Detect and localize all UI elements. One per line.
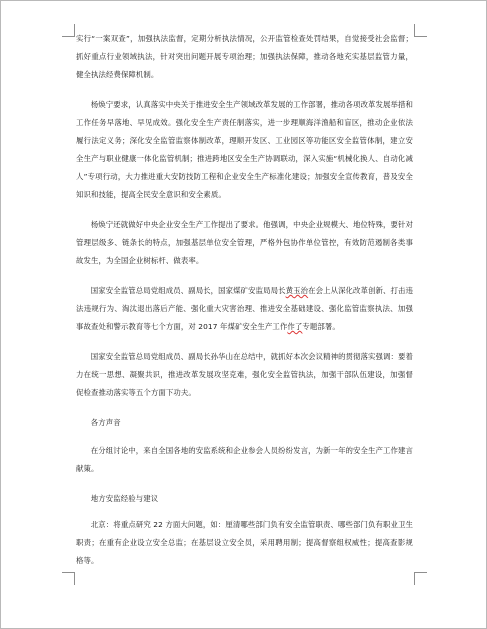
coal-mine-text: 国家安全监管总局党组成员、副局长，国家煤矿安监局局长黄玉治在会上从深化改革创新、打击违法违规行为、淘汰退出落后产能、强化重大灾害治理、推进安全基础建设、强化监管监察执法、加强事故查处和警示教育等七个方面，对 2017 年煤矿安全生产工作作了专题部署。 <box>76 286 413 331</box>
crop-mark-top-right <box>414 24 427 37</box>
paragraph-group-discussion: 在分组讨论中，来自全国各地的安监系统和企业参会人员纷纷发言，为新一年的安全生产工作建言献策。 <box>76 446 413 473</box>
section-heading-local-experience: 地方安监经验与建议 <box>90 494 159 503</box>
crop-mark-bottom-right <box>414 572 427 585</box>
proofing-underline: 作了 <box>287 322 303 331</box>
paragraph-summary: 国家安全监管总局党组成员、副局长孙华山在总结中，就抓好本次会议精神的贯彻落实强调：要着力在统一思想、凝聚共识，推进改革发展攻坚克难，强化安全监管执法，加强干部队伍建设，加强督促检查推动落实等五个方面下功夫。 <box>76 352 413 397</box>
crop-mark-bottom-left <box>62 572 75 585</box>
crop-mark-top-left <box>62 24 75 37</box>
document-body[interactable] <box>76 30 413 582</box>
paragraph-central-enterprises: 杨焕宁还就做好中央企业安全生产工作提出了要求。他强调，中央企业规模大、地位特殊，要针对管理层级多、链条长的特点，加强基层单位安全管理，严格外包协作单位管控，有效防范遏制各类事故发生，为全国企业树标杆、做表率。 <box>76 220 413 265</box>
proofing-underline: 黄玉治 <box>285 286 309 295</box>
section-heading-voices: 各方声音 <box>90 418 121 427</box>
paragraph-reform-requirements: 杨焕宁要求，认真落实中央关于推进安全生产领域改革发展的工作部署，推动各项改革发展举措和工作任务早落地、早见成效。强化安全生产责任制落实，进一步理顺海洋渔船和盲区，推动企业依法履行法定义务；深化安全监管监察体制改革，理顺开发区、工业园区等功能区安全监管体制，建立安全生产与职业健康一体化监管机制；推进跨地区安全生产协调联动，深入实施“机械化换人、自动化减人”专项行动，大力推进重大安防技防工程和企业安全生产标准化建设；加强安全宣传教育，普及安全知识和技能，提高全民安全意识和安全素质。 <box>76 100 413 199</box>
paragraph-enforcement: 实行“一案双查”，加强执法监督，定期分析执法情况，公开监管检查处罚结果，自觉接受社会监督；抓好重点行业领域执法，针对突出问题开展专项治理；加强执法保障，推动各地充实基层监管力量，健全执法经费保障机制。 <box>76 34 413 79</box>
paragraph-coal-mine-deployment <box>76 282 413 336</box>
paragraph-beijing: 北京：将重点研究 22 方面大问题，如：厘清哪些部门负有安全监管职责、哪些部门负有职业卫生职责；在重有企业设立安全总监；在基层设立安全员，采用聘用制；提高督察组权威性；提高查影规格等。 <box>76 520 413 565</box>
